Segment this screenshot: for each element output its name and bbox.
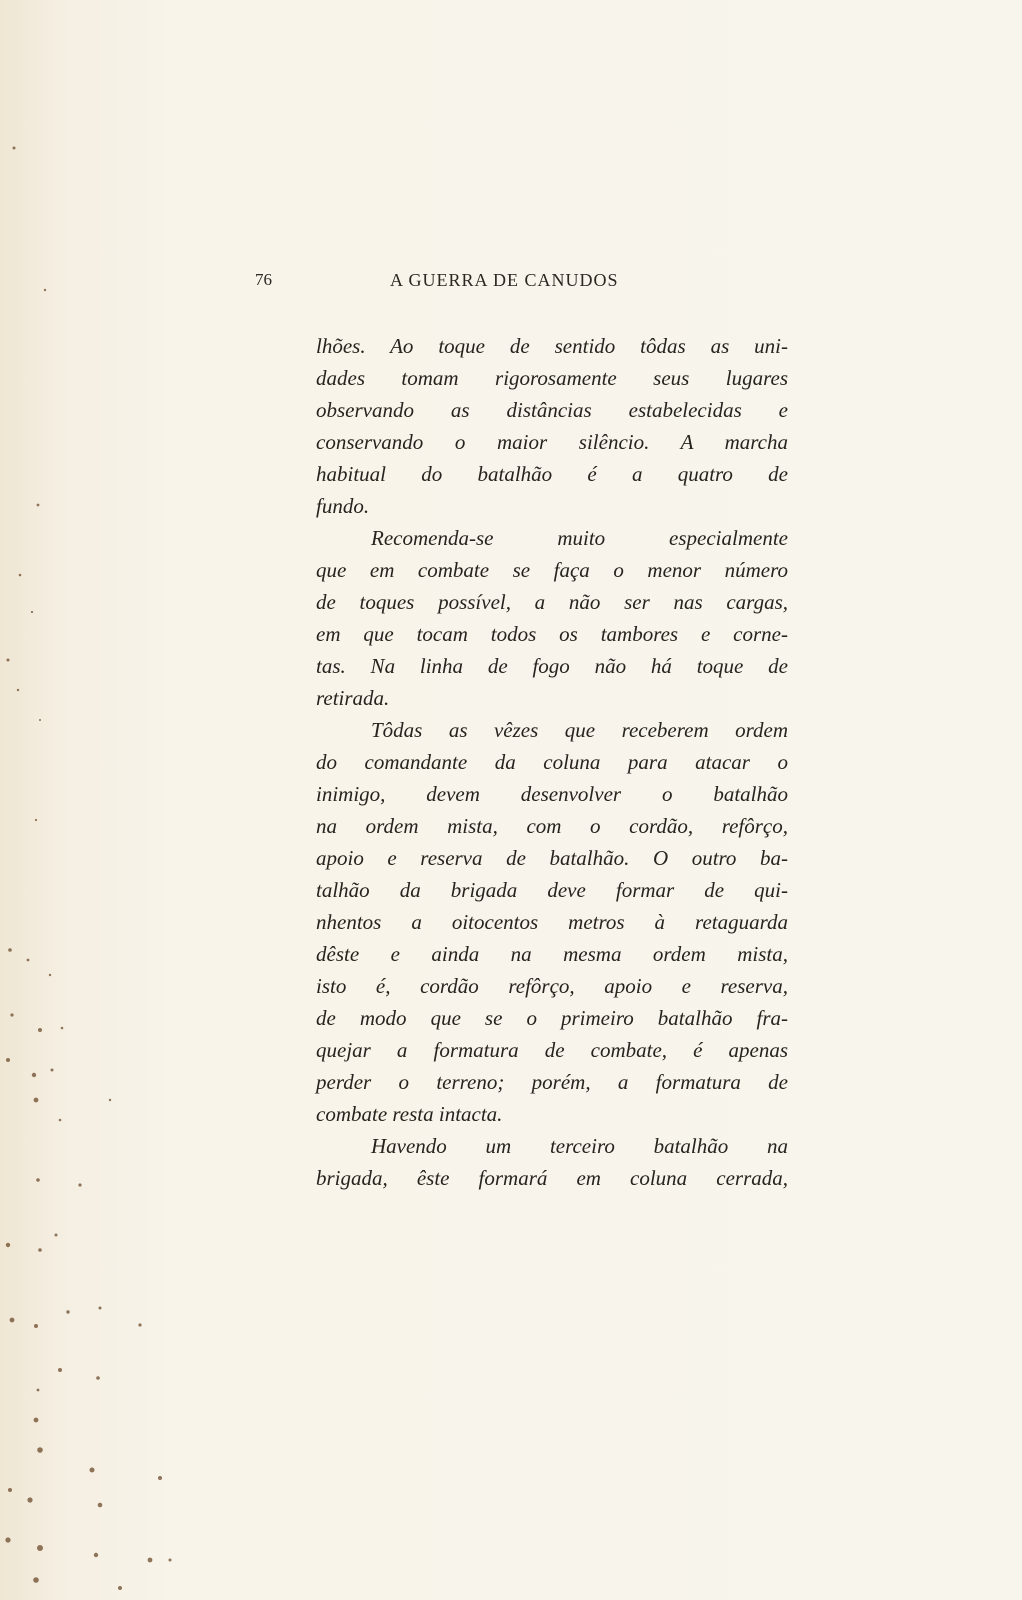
text-line: perder o terreno; porém, a formatura de: [316, 1070, 788, 1094]
text-line: do comandante da coluna para atacar o: [316, 750, 788, 774]
text-line: brigada, êste formará em coluna cerrada,: [316, 1166, 788, 1190]
text-line: habitual do batalhão é a quatro de: [316, 462, 788, 486]
text-line: isto é, cordão refôrço, apoio e reserva,: [316, 974, 788, 998]
text-line: de toques possível, a não ser nas cargas,: [316, 590, 788, 614]
text-line: fundo.: [316, 494, 370, 518]
text-line: dêste e ainda na mesma ordem mista,: [316, 942, 788, 966]
text-line: tas. Na linha de fogo não há toque de: [316, 654, 788, 678]
text-line: na ordem mista, com o cordão, refôrço,: [316, 814, 788, 838]
text-line: de modo que se o primeiro batalhão fra-: [316, 1006, 788, 1030]
paragraph: [316, 522, 788, 714]
paragraph: [316, 714, 788, 1130]
running-header: [255, 270, 675, 300]
text-line: em que tocam todos os tambores e corne-: [316, 622, 788, 646]
text-line: que em combate se faça o menor número: [316, 558, 788, 582]
text-line: talhão da brigada deve formar de qui-: [316, 878, 788, 902]
text-line: combate resta intacta.: [316, 1102, 503, 1126]
text-line: quejar a formatura de combate, é apenas: [316, 1038, 788, 1062]
foxing-stains: [0, 0, 180, 1600]
text-line: inimigo, devem desenvolver o batalhão: [316, 782, 788, 806]
text-line: Havendo um terceiro batalhão na: [371, 1134, 788, 1158]
text-line: nhentos a oitocentos metros à retaguarda: [316, 910, 788, 934]
text-line: conservando o maior silêncio. A marcha: [316, 430, 788, 454]
text-line: retirada.: [316, 686, 390, 710]
text-line: dades tomam rigorosamente seus lugares: [316, 366, 788, 390]
text-line: Recomenda-se muito especialmente: [371, 526, 788, 550]
text-line: Tôdas as vêzes que receberem ordem: [371, 718, 788, 742]
body-text: [316, 330, 788, 1194]
running-title: A GUERRA DE CANUDOS: [390, 270, 619, 290]
paragraph: [316, 1130, 788, 1194]
paragraph: [316, 330, 788, 522]
text-line: apoio e reserva de batalhão. O outro ba-: [316, 846, 788, 870]
text-line: lhões. Ao toque de sentido tôdas as uni-: [316, 334, 788, 358]
text-line: observando as distâncias estabelecidas e: [316, 398, 788, 422]
page-number: 76: [255, 270, 272, 289]
